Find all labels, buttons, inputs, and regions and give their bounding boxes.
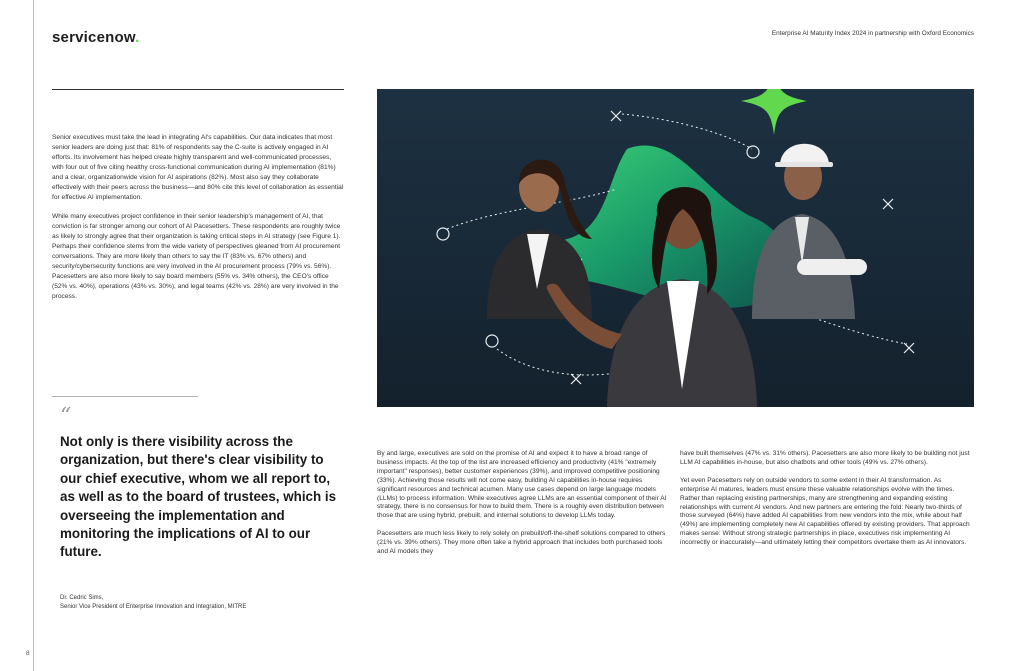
body-column-2: [680, 450, 970, 557]
body-paragraph: have built themselves (47% vs. 31% others). Pacesetters are also more likely to be building not just LLM AI capabilities in-house, but also chatbots and other tools (49% vs. 27% others).: [680, 450, 970, 466]
page-number: 8: [26, 650, 30, 657]
logo-text: servicenow: [52, 29, 136, 46]
pull-quote: Not only is there visibility across the organization, but there's clear visibility to our chief executive, whom we all report to, as well as to the board of trustees, which is overseeing the implementation and monitoring the implications of AI to our future.: [60, 434, 337, 560]
body-paragraph: By and large, executives are sold on the promise of AI and expect it to have a broad range of business impacts. At the top of the list are increased efficiency and productivity (41% "extremely important" responses), better customer experiences (39%), and improved competitive positioning (33%). Achieving those results will not come easy, building AI capabilities in-house requires significant resources and technical acumen. Many use cases depend on large language models (LLMs) to process information. While executives agree LLMs are an essential component of their AI strategy, there is no consensus for how to build them. There is a roughly even distribution between those that are using hybrid, prebuilt, and internal solutions to develop LLMs today.: [377, 450, 667, 520]
left-margin-rule: [33, 0, 34, 671]
intro-divider: [52, 89, 344, 90]
hero-illustration-svg: [377, 89, 974, 407]
quote-divider: [52, 396, 198, 397]
body-paragraph: Pacesetters are much less likely to rely solely on prebuilt/off-the-shelf solutions compared to others (21% vs. 39% others). They more often take a hybrid approach that includes both purchased tools and AI models they: [377, 530, 666, 556]
report-header-title: Enterprise AI Maturity Index 2024 in partnership with Oxford Economics: [771, 30, 974, 37]
body-column-1: [377, 450, 667, 566]
intro-paragraph: While many executives project confidence in their senior leadership's management of AI, that conviction is far stronger among our cohort of AI Pacesetters. These respondents are roughly twice as likely to strongly agree that their organization is taking critical steps in AI strategy (see Figure 1). Perhaps their confidence stems from the wide variety of perspectives gleaned from AI procurement conversations. They are more likely than others to say the IT (83% vs. 67% others) and security/cybersecurity functions are very involved in the AI procurement process (79% vs. 56%). Pacesetters are also more likely to say board members (55% vs. 34% others), the CEO's office (52% vs. 40%), operations (43% vs. 30%), and legal teams (42% vs. 28%) are very involved in the process.: [52, 213, 341, 300]
quote-author: Dr. Cedric Sims,: [60, 595, 104, 601]
body-paragraph: Yet even Pacesetters rely on outside vendors to some extent in their AI transformation. As enterprise AI matures, leaders must ensure these valuable relationships evolve with the times. Rather than replacing existing partnerships, many are strengthening and expanding existing relationships with current AI vendors. And new partners are entering the fold: Nearly two-thirds of those surveyed (64%) have added AI capabilities from new vendors into the mix, while about half (49%) are implementing completely new AI capabilities offered by existing providers. That approach makes sense: Without strong strategic partnerships in place, executives risk implementing AI incorrectly or inaccurately—and ultimately letting their competitors overtake them as AI innovators.: [680, 476, 970, 547]
intro-text: [52, 133, 344, 311]
servicenow-logo: [52, 29, 140, 46]
quote-mark-icon: “: [60, 404, 72, 429]
quote-author-title: Senior Vice President of Enterprise Innovation and Integration, MITRE: [60, 604, 247, 610]
logo-dot: .: [135, 29, 140, 46]
hero-illustration: [377, 89, 974, 407]
intro-paragraph: Senior executives must take the lead in integrating AI's capabilities. Our data indicates that most senior leaders are doing just that: 81% of respondents say the C-suite is actively engaged in AI efforts. Its involvement has helped create highly transparent and well-communicated processes, with four out of five citing healthy cross-functional communication during AI implementation (81%) and a clear, organizationwide vision for AI aspirations (82%). Most also say they collaborate effectively with their peers across the business—and 80% cite this level of collaboration as essential for effective AI implementation.: [52, 134, 344, 201]
